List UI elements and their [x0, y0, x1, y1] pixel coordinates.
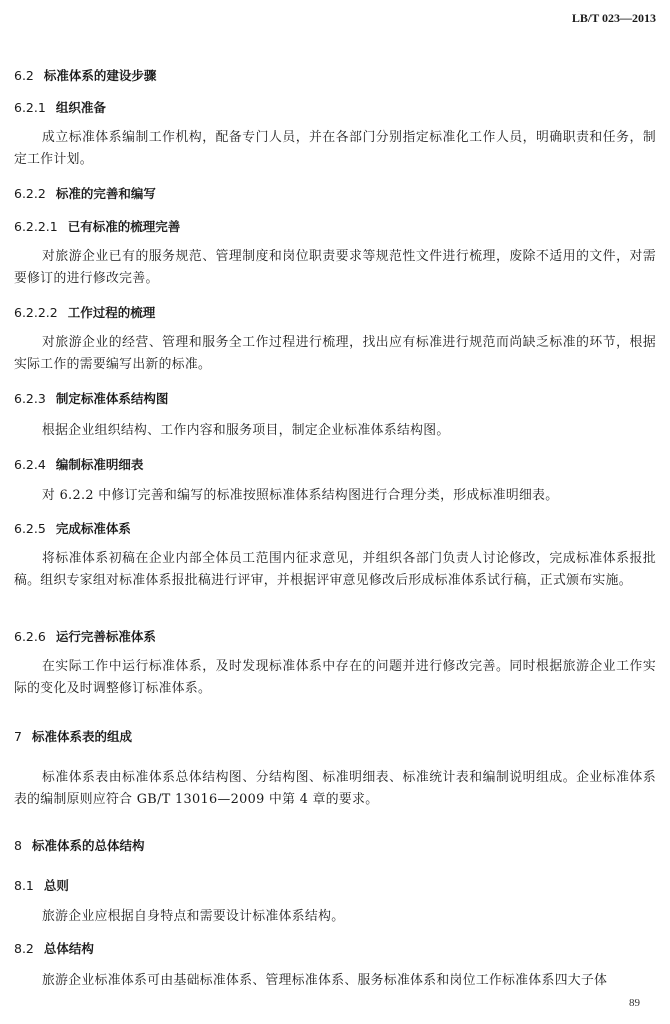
section-6-2-2-heading: 6.2.2 标准的完善和编写: [14, 186, 156, 201]
section-6-2-4-heading: 6.2.4 编制标准明细表: [14, 457, 144, 472]
page-number: 89: [629, 997, 640, 1009]
section-8-2-heading: 8.2 总体结构: [14, 941, 94, 956]
section-6-2-2-2-heading: 6.2.2.2 工作过程的梳理: [14, 305, 156, 320]
section-8-heading: 8 标准体系的总体结构: [14, 838, 145, 853]
section-6-2-6-heading: 6.2.6 运行完善标准体系: [14, 629, 156, 644]
paragraph-8-2: 旅游企业标准体系可由基础标准体系、管理标准体系、服务标准体系和岗位工作标准体系四大子体: [42, 973, 608, 988]
section-6-2-5-heading: 6.2.5 完成标准体系: [14, 521, 131, 536]
paragraph-6-2-2-2: 对旅游企业的经营、管理和服务全工作过程进行梳理，找出应有标准进行规范而尚缺乏标准的环节，根据实际工作的需要编写出新的标准。: [14, 335, 656, 372]
paragraph-6-2-3: 根据企业组织结构、工作内容和服务项目，制定企业标准体系结构图。: [42, 423, 450, 438]
paragraph-6-2-6: 在实际工作中运行标准体系，及时发现标准体系中存在的问题并进行修改完善。同时根据旅游企业工作实际的变化及时调整修订标准体系。: [14, 659, 656, 696]
section-7-heading: 7 标准体系表的组成: [14, 729, 132, 744]
paragraph-6-2-2-1: 对旅游企业已有的服务规范、管理制度和岗位职责要求等规范性文件进行梳理，废除不适用的文件，对需要修订的进行修改完善。: [14, 249, 656, 286]
section-6-2-heading: 6.2 标准体系的建设步骤: [14, 68, 157, 83]
paragraph-8-1: 旅游企业应根据自身特点和需要设计标准体系结构。: [42, 909, 345, 924]
section-8-1-heading: 8.1 总则: [14, 878, 69, 893]
paragraph-6-2-4: 对 6.2.2 中修订完善和编写的标准按照标准体系结构图进行合理分类，形成标准明细表。: [42, 488, 559, 503]
paragraph-7: 标准体系表由标准体系总体结构图、分结构图、标准明细表、标准统计表和编制说明组成。企业标准体系表的编制原则应符合 GB/T 13016—2009 中第 4 章的要求。: [14, 770, 656, 807]
section-6-2-2-1-heading: 6.2.2.1 已有标准的梳理完善: [14, 219, 181, 234]
paragraph-6-2-1: 成立标准体系编制工作机构，配备专门人员，并在各部门分别指定标准化工作人员，明确职责和任务，制定工作计划。: [14, 130, 656, 167]
section-6-2-3-heading: 6.2.3 制定标准体系结构图: [14, 391, 169, 406]
paragraph-6-2-5: 将标准体系初稿在企业内部全体员工范围内征求意见，并组织各部门负责人讨论修改，完成标准体系报批稿。组织专家组对标准体系报批稿进行评审，并根据评审意见修改后形成标准体系试行稿，正式颁布实施。: [14, 551, 656, 588]
standard-code-header: LB/T 023—2013: [571, 11, 656, 25]
section-6-2-1-heading: 6.2.1 组织准备: [14, 100, 106, 115]
